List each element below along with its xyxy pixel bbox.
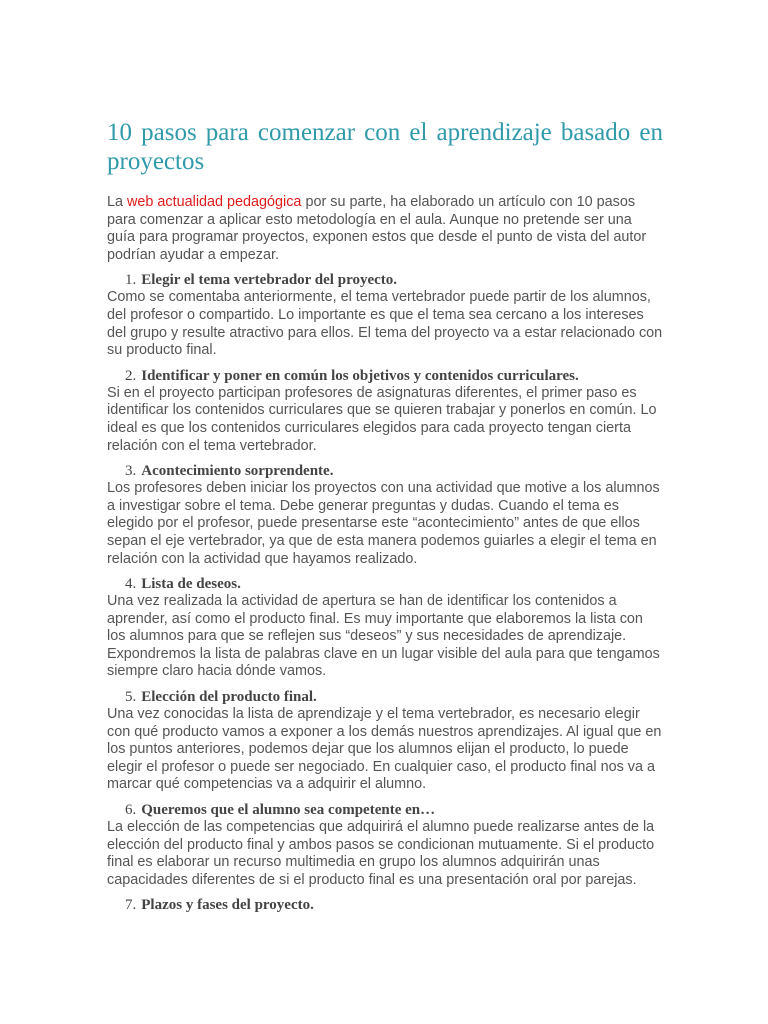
step-number: 6. xyxy=(125,802,137,819)
step-number: 2. xyxy=(125,367,137,384)
step-6-body: La elección de las competencias que adquirirá el alumno puede realizarse antes de la elección del producto final y ambos pasos se condicionan mutuamente. Si el producto final es elaborar un recurso multimedia en grupo los alumnos adquirirán unas capacidades diferentes de si el producto final es una presentación oral por parejas. xyxy=(107,819,655,888)
step-1-body: Como se comentaba anteriormente, el tema vertebrador puede partir de los alumnos, del profesor o compartido. Lo importante es que el tema sea cercano a los intereses del grupo y resulte atractivo para ellos. El tema del proyecto va a estar relacionado con su producto final. xyxy=(107,289,663,359)
step-number: 4. xyxy=(125,576,137,593)
step-4-heading xyxy=(125,575,663,593)
step-title: Queremos que el alumno sea competente en… xyxy=(141,802,436,819)
step-title: Elección del producto final. xyxy=(141,689,317,706)
step-5-body: Una vez conocidas la lista de aprendizaje y el tema vertebrador, es necesario elegir con qué producto vamos a exponer a los demás nuestros aprendizajes. Al igual que en los puntos anteriores, podemos dejar que los alumnos elijan el producto, lo puede elegir el profesor o puede ser negociado. En cualquier caso, el producto final nos va a marcar qué competencias va a adquirir el alumno. xyxy=(107,706,662,793)
intro-suffix: por su parte, ha elaborado un artículo con 10 pasos para comenzar a aplicar esto metodología en el aula. Aunque no pretende ser una guía para programar proyectos, exponen estos que desde el punto de vista del autor podrían ayudar a empezar. xyxy=(107,194,647,263)
step-3-heading xyxy=(125,462,663,480)
step-title: Acontecimiento sorprendente. xyxy=(141,463,334,480)
step-number: 5. xyxy=(125,689,137,706)
step-6-heading xyxy=(125,801,663,819)
step-number: 7. xyxy=(125,897,137,914)
step-5-heading xyxy=(125,688,663,706)
document-title: 10 pasos para comenzar con el aprendizaje basado en proyectos xyxy=(107,119,663,175)
step-title: Plazos y fases del proyecto. xyxy=(141,897,314,914)
step-2-heading xyxy=(125,367,663,385)
step-title: Lista de deseos. xyxy=(141,576,241,593)
web-actualidad-pedagogica-link[interactable]: web actualidad pedagógica xyxy=(127,194,302,210)
step-7-heading xyxy=(125,896,663,914)
step-3-body: Los profesores deben iniciar los proyectos con una actividad que motive a los alumnos a investigar sobre el tema. Debe generar preguntas y dudas. Cuando el tema es elegido por el profesor, puede presentarse este “acontecimiento” antes de que ellos sepan el eje vertebrador, ya que de esta manera podemos guiarles a elegir el tema en relación con la actividad que hayamos realizado. xyxy=(107,480,660,567)
step-4-body: Una vez realizada la actividad de apertura se han de identificar los contenidos a aprender, así como el producto final. Es muy importante que elaboremos la lista con los alumnos para que se reflejen sus “deseos” y sus necesidades de aprendizaje. Expondremos la lista de palabras clave en un lugar visible del aula para que tengamos siempre claro hacia dónde vamos. xyxy=(107,593,660,680)
intro-paragraph xyxy=(107,194,663,264)
step-2-body: Si en el proyecto participan profesores de asignaturas diferentes, el primer paso es identificar los contenidos curriculares que se quieren trabajar y ponerlos en común. Lo ideal es que los contenidos curriculares elegidos para cada proyecto tengan cierta relación con el tema vertebrador. xyxy=(107,384,657,454)
document-page xyxy=(107,118,663,914)
intro-prefix: La xyxy=(107,194,128,210)
step-1-heading xyxy=(125,271,663,289)
step-number: 3. xyxy=(125,463,137,480)
step-title: Elegir el tema vertebrador del proyecto. xyxy=(141,272,398,289)
step-title: Identificar y poner en común los objetivos y contenidos curriculares. xyxy=(141,367,579,384)
step-number: 1. xyxy=(125,272,137,289)
